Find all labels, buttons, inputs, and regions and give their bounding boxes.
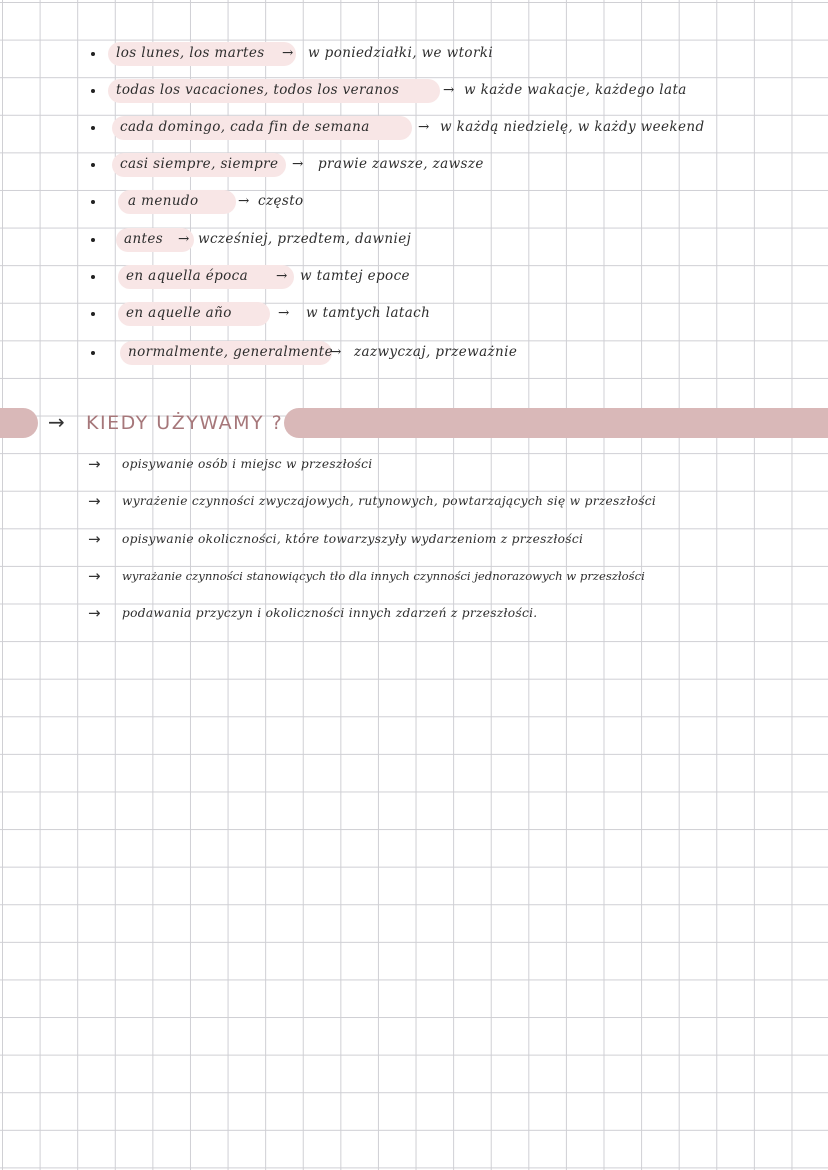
arrow-icon: → bbox=[48, 410, 65, 434]
arrow-icon: → bbox=[282, 45, 294, 61]
arrow-icon: → bbox=[330, 344, 342, 360]
bullet-icon bbox=[91, 312, 95, 316]
polish-translation: w tamtych latach bbox=[306, 305, 431, 321]
bullet-icon bbox=[91, 238, 95, 242]
arrow-icon: → bbox=[276, 268, 288, 284]
section-title: KIEDY UŻYWAMY ? bbox=[86, 412, 284, 434]
arrow-icon: → bbox=[88, 604, 101, 622]
header-band-left bbox=[0, 408, 38, 438]
arrow-icon: → bbox=[88, 567, 101, 585]
list-item bbox=[0, 40, 828, 70]
polish-translation: w każdą niedzielę, w każdy weekend bbox=[440, 119, 705, 135]
list-item bbox=[0, 527, 828, 555]
list-item bbox=[0, 489, 828, 517]
list-item bbox=[0, 151, 828, 181]
list-item bbox=[0, 114, 828, 144]
spanish-expression: todas los vacaciones, todos los veranos bbox=[116, 82, 400, 98]
arrow-icon: → bbox=[418, 119, 430, 135]
usage-text: opisywanie okoliczności, które towarzyszyły wydarzeniom z przeszłości bbox=[122, 532, 584, 546]
usage-text: opisywanie osób i miejsc w przeszłości bbox=[122, 457, 373, 471]
arrow-icon: → bbox=[178, 231, 190, 247]
bullet-icon bbox=[91, 126, 95, 130]
list-item bbox=[0, 601, 828, 629]
list-item bbox=[0, 300, 828, 330]
list-item bbox=[0, 188, 828, 218]
list-item bbox=[0, 226, 828, 256]
list-item bbox=[0, 77, 828, 107]
spanish-expression: casi siempre, siempre bbox=[120, 156, 279, 172]
arrow-icon: → bbox=[88, 492, 101, 510]
spanish-expression: antes bbox=[124, 231, 164, 247]
spanish-expression: normalmente, generalmente bbox=[128, 344, 333, 360]
spanish-expression: en aquella época bbox=[126, 268, 249, 284]
bullet-icon bbox=[91, 200, 95, 204]
list-item bbox=[0, 263, 828, 293]
arrow-icon: → bbox=[278, 305, 290, 321]
bullet-icon bbox=[91, 163, 95, 167]
bullet-icon bbox=[91, 275, 95, 279]
list-item bbox=[0, 452, 828, 480]
usage-text: podawania przyczyn i okoliczności innych zdarzeń z przeszłości. bbox=[122, 606, 538, 620]
list-item bbox=[0, 339, 828, 369]
polish-translation: wcześniej, przedtem, dawniej bbox=[198, 231, 412, 247]
polish-translation: w poniedziałki, we wtorki bbox=[308, 45, 494, 61]
bullet-icon bbox=[91, 351, 95, 355]
arrow-icon: → bbox=[88, 530, 101, 548]
bullet-icon bbox=[91, 89, 95, 93]
usage-text: wyrażenie czynności zwyczajowych, rutynowych, powtarzających się w przeszłości bbox=[122, 494, 657, 508]
polish-translation: w tamtej epoce bbox=[300, 268, 410, 284]
arrow-icon: → bbox=[238, 193, 250, 209]
spanish-expression: los lunes, los martes bbox=[116, 45, 265, 61]
header-band-right bbox=[284, 408, 828, 438]
polish-translation: w każde wakacje, każdego lata bbox=[464, 82, 687, 98]
arrow-icon: → bbox=[88, 455, 101, 473]
spanish-expression: cada domingo, cada fin de semana bbox=[120, 119, 370, 135]
polish-translation: zazwyczaj, przeważnie bbox=[354, 344, 518, 360]
polish-translation: prawie zawsze, zawsze bbox=[318, 156, 484, 172]
spanish-expression: a menudo bbox=[128, 193, 199, 209]
spanish-expression: en aquelle año bbox=[126, 305, 232, 321]
bullet-icon bbox=[91, 52, 95, 56]
usage-text: wyrażanie czynności stanowiących tło dla innych czynności jednorazowych w przeszłości bbox=[122, 569, 645, 583]
polish-translation: często bbox=[258, 193, 304, 209]
arrow-icon: → bbox=[292, 156, 304, 172]
arrow-icon: → bbox=[443, 82, 455, 98]
list-item bbox=[0, 564, 828, 592]
